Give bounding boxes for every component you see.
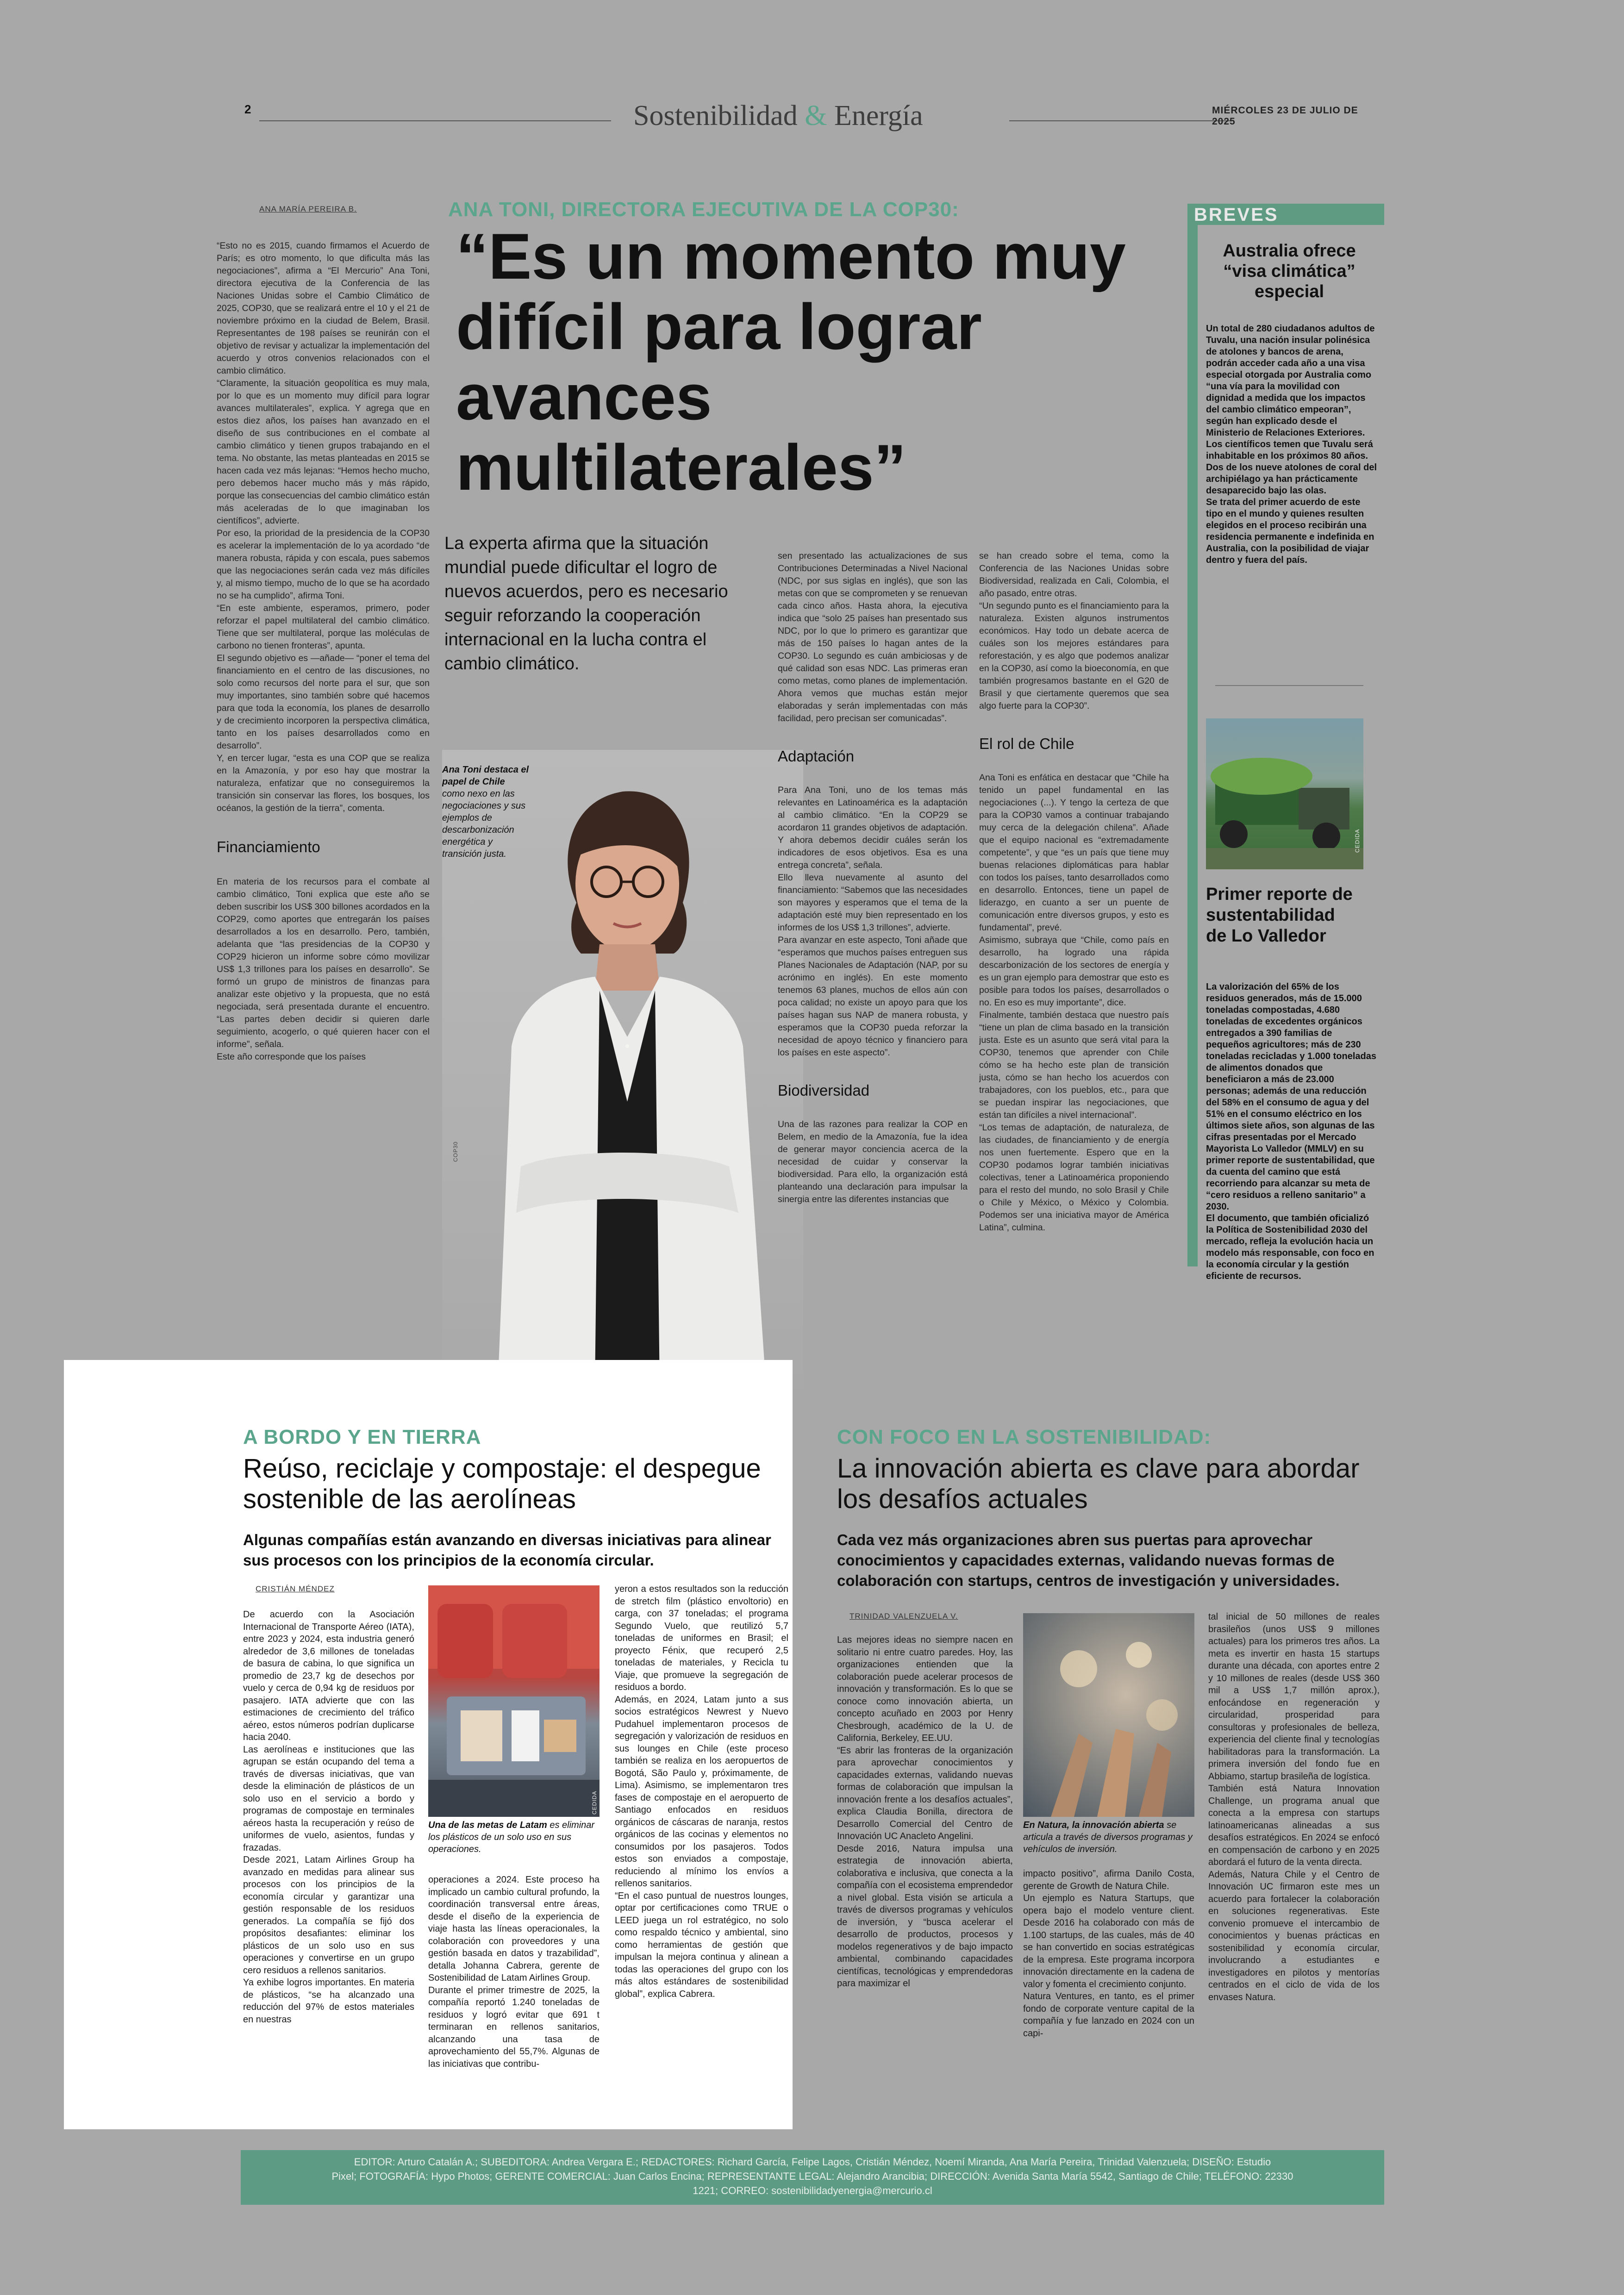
breves-label-bar (1187, 204, 1384, 225)
section-title-part2: Energía (834, 100, 923, 131)
natura-caption-text: se articula a través de diversos programas y vehículos de inversión. (1023, 1820, 1193, 1854)
breves-item1-text: Un total de 280 ciudadanos adultos de Tuvalu, una nación insular polinésica de atolones y bancos de arena, podrán acceder cada año a una visa especial otorgada por Australia como “una vía para la movilidad con dignidad a medida que los impactos del cambio climático empeoran”, según han explicado desde el Ministerio de Relaciones Exteriores. Los científicos temen que Tuvalu será inhabitable en los próximos 80 años. Dos de los nueve atolones de coral del archipiélago ya han prácticamente desaparecido bajo las olas. Se trata del primer acuerdo de este tipo en el mundo y quienes resulten elegidos en el proceso recibirán una residencia permanente e indefinida en Australia, con la posibilidad de viajar dentro y fuera del país. (1206, 324, 1377, 565)
breves-sidebar (1187, 204, 1384, 1281)
lo-valledor-photo (1206, 718, 1363, 869)
right-headline: La innovación abierta es clave para abordar los desafíos actuales (837, 1453, 1360, 1514)
main-col4a-text: se han creado sobre el tema, como la Conferencia de las Naciones Unidas sobre Biodiversidad, realizada en Cali, Colombia, el año pasado, entre otras. “Un segundo punto es el financiamiento para la naturaleza. Existen algunos instrumentos económicos. Hay todo un debate acerca de cuáles son los mejores estándares para reforestación, y es algo que podemos analizar en la COP30, así como la bioeconomía, en que también progresamos bastante en el G20 de Brasil y que ciertamente queremos que sea algo fuerte para la COP30”. (979, 551, 1169, 711)
main-col3b-text: Para Ana Toni, uno de los temas más relevantes en Latinoamérica es la adaptación al cambio climático. “En la COP29 se acordaron 11 grandes objetivos de adaptación. Y ahora debemos decidir cuáles serán los indicadores de esos objetivos. Esa es una entrega concreta”, señala. Ello lleva nuevamente al asunto del financiamiento: “Sabemos que las necesidades son mayores y esperamos que el tema de la adaptación esté muy bien representado en los informes de los US$ 1,3 trillones”, advierte. Para avanzar en este aspecto, Toni añade que “esperamos que muchos países entreguen sus Planes Nacionales de Adaptación (NAP, por su acrónimo en inglés). En este momento tenemos 63 planes, muchos de ellos aún con poca calidad; no existe un apoyo para que los países hagan sus NAP de manera robusta, y esperamos que la COP30 pueda reforzar la necesidad de apoyo técnico y financiero para los países en este aspecto”. (778, 785, 968, 1058)
right-kicker: CON FOCO EN LA SOSTENIBILIDAD: (837, 1426, 1212, 1448)
left-column-1: De acuerdo con la Asociación Internacional de Transporte Aéreo (IATA), entre 2023 y 2024, esta industria generó alrededor de 3,6 millones de toneladas de basura de cabina, lo que significa un promedio de 23,7 kg de desechos por vuelo y cerca de 0,94 kg de residuos por pasajero. IATA advierte que con las estimaciones de crecimiento del tráfico aéreo, estos números podrían duplicarse hacia 2040. Las aerolíneas e instituciones que las agrupan se están ocupando del tema a través de diversas iniciativas, que van desde la eliminación de plásticos de un solo uso en el servicio a bordo y programas de compostaje en terminales aéreos hasta la recuperación y reúso de uniformes de vuelo, asientos, fundas y frazadas. Desde 2021, Latam Airlines Group ha avanzado en medidas para alinear sus procesos con los principios de la economía circular y garantizar una gestión responsable de los residuos generados. La compañía se fijó dos propósitos desafiantes: eliminar los plásticos de un solo uso en sus operaciones y convertirse en un grupo cero residuos a rellenos sanitarios. Ya exhibe logros importantes. En materia de plásticos, “se ha alcanzado una reducción del 97% de estos materiales en nuestras (243, 1609, 414, 2025)
right-column-3: tal inicial de 50 millones de reales brasileños (unos US$ 9 millones actuales) para los primeros tres años. La meta es invertir en hasta 15 startups durante una década, con aportes entre 2 y 10 millones de reales (desde US$ 360 mil a US$ 1,7 millón aprox.), enfocándose en regeneración y circularidad, prosperidad para consultoras y profesionales de belleza, experiencia del cliente final y tecnologías habilitadoras para la transformación. La primera inversión del fondo fue en Abbiamo, startup brasileña de logística. También está Natura Innovation Challenge, un programa anual que conecta a la empresa con startups latinoamericanas alineadas a sus desafíos estratégicos. En 2024 se enfocó en compensación de carbono y en 2025 abordará el futuro de la venta directa. Además, Natura Chile y el Centro de Innovación UC firmaron este mes un acuerdo para fortalecer la colaboración en soluciones regenerativas. Este convenio promueve el intercambio de conocimientos y buenas prácticas en sostenibilidad y economía circular, involucrando a estudiantes e investigadores en pilotos y mentorías centrados en el ciclo de vida de los envases Natura. (1208, 1612, 1380, 2002)
left-byline: CRISTIÁN MÉNDEZ (256, 1584, 335, 1593)
subhead-rol-chile: El rol de Chile (979, 735, 1074, 752)
section-title (633, 100, 923, 132)
main-headline: “Es un momento muy difícil para lograr avances multilaterales” (456, 220, 1126, 504)
subhead-financiamiento: Financiamiento (217, 838, 320, 855)
latam-caption-text: es eliminar los plásticos de un solo uso en sus operaciones. (428, 1820, 595, 1854)
natura-caption-bold: En Natura, la innovación abierta (1023, 1820, 1164, 1830)
left-deck: Algunas compañías están avanzando en diversas iniciativas para alinear sus procesos con los principios de la economía circular. (243, 1531, 771, 1569)
latam-photo (428, 1585, 600, 1817)
main-column-3 (778, 537, 968, 1389)
right-deck-text: Cada vez más organizaciones abren sus puertas para aprovechar conocimientos y capacidades externas, validando nuevas formas de colaboración con startups, centros de investigación y universidades. (837, 1531, 1340, 1589)
right-byline: TRINIDAD VALENZUELA V. (849, 1612, 958, 1621)
breves-item1-title: Australia ofrece “visa climática” especial (1223, 241, 1356, 301)
page-header (241, 100, 1384, 132)
credits-footer (241, 2150, 1384, 2205)
section-title-part1: Sostenibilidad (633, 100, 798, 131)
left-headline: Reúso, reciclaje y compostaje: el despegue sostenible de las aerolíneas (243, 1453, 761, 1514)
breves-label: BREVES (1194, 205, 1279, 225)
breves-green-strip (1187, 225, 1198, 1266)
right-column-2: impacto positivo”, afirma Danilo Costa, gerente de Growth de Natura Chile. Un ejemplo es Natura Startups, que opera bajo el modelo venture client. Desde 2016 ha colaborado con más de 1.100 startups, de las cuales, más de 40 se han convertido en socias estratégicas de la empresa. Este programa incorpora innovación directamente en la cadena de valor y fomenta el crecimiento conjunto. Natura Ventures, en tanto, es el primer fondo de corporate venture capital de la compañía y fue lanzado en 2024 con un capi- (1023, 1869, 1194, 2039)
right-column-1: Las mejores ideas no siempre nacen en solitario ni entre cuatro paredes. Hoy, las organizaciones entienden que la colaboración puede acelerar procesos de innovación y transformación. Es lo que se conoce como innovación abierta, un concepto acuñado en 2003 por Henry Chesbrough, académico de la U. de California, Berkeley, EE.UU. “Es abrir las fronteras de la organización para aprovechar conocimientos y capacidades externas, validando nuevas formas de colaboración que impulsan la innovación frente a los desafíos actuales”, explica Claudia Bonilla, directora de Desarrollo Comercial del Centro de Innovación UC Anacleto Angelini. Desde 2016, Natura impulsa una estrategia de innovación abierta, colaborativa e inclusiva, que conecta a la compañía con el ecosistema emprendedor a nivel global. Esta visión se articula a través de diversos programas y vehículos de inversión, y “busca acelerar el desarrollo de productos, procesos y modelos regenerativos y de bajo impacto ambiental, combinando capacidades científicas, tecnológicas y emprendedoras para maximizar el (837, 1635, 1013, 1989)
main-deck: La experta afirma que la situación mundial puede dificultar el logro de nuevos acuerdos, pero es necesario seguir reforzando la cooperación internacional en la lucha contra el cambio climático. (444, 534, 728, 674)
main-col1b-text: En materia de los recursos para el combate al cambio climático, Toni explica que este año se deben suscribir los US$ 300 billones acordados en la COP29, como aportes que entregarán los países desarrollados a los en desarrollo. Pero, también, adelanta que “las presidencias de la COP30 y COP29 hicieron un informe sobre cómo movilizar US$ 1,3 trillones para los países en desarrollo”. Se formó un grupo de ministros de finanzas para analizar este objetivo y la propuesta, que no está negociada, será presentada durante el encuentro. “Las partes deben decidir si quieren darle seguimiento, acogerlo, o qué quieren hacer con el informe”, señala. Este año corresponde que los países (217, 877, 430, 1062)
breves-item2-text: La valorización del 65% de los residuos generados, más de 15.000 toneladas compostadas, 4.680 toneladas de excedentes orgánicos entregados a 390 familias de pequeños agricultores; más de 230 toneladas recicladas y 1.000 toneladas de alimentos donados que beneficiaron a más de 23.000 personas; además de una reducción del 58% en el consumo de agua y del 51% en el consumo eléctrico en los últimos siete años, son algunas de las cifras presentadas por el Mercado Mayorista Lo Valledor (MMLV) en su primer reporte de sustentabilidad, que da cuenta del camino que está recorriendo para alcanzar su meta de “cero residuos a relleno sanitario” a 2030. El documento, que también oficializó la Política de Sostenibilidad 2030 del mercado, refleja la evolución hacia un modelo más responsable, con foco en la economía circular y la gestión eficiente de recursos. (1206, 982, 1376, 1281)
main-col3c-text: Una de las razones para realizar la COP en Belem, en medio de la Amazonía, fue la idea de generar mayor conciencia acerca de la necesidad de cuidar y conservar la biodiversidad. Para ello, la organización está planteando una declaración para impulsar la sinergia entre las diferentes instancias que (778, 1119, 968, 1204)
lo-valledor-illustration (1206, 718, 1363, 869)
subhead-adaptacion: Adaptación (778, 748, 855, 765)
main-col3a-text: sen presentado las actualizaciones de sus Contribuciones Determinadas a Nivel Nacional (NDC, por sus siglas en inglés), que son las metas con que se comprometen y se renuevan cada cinco años. Hasta ahora, la ejecutiva indica que “solo 25 países han presentado sus NDC, por lo que lo primero es garantizar que más de 150 países lo hagan antes de la COP30. Lo segundo es cuán ambiciosas y de qué calidad son esas NDC. Las primeras eran como metas, como planes de implementación. Ahora vemos que muchas están mejor elaboradas y serán implementadas con más facilidad, pero precisan ser comunicadas”. (778, 551, 968, 723)
left-column-2: operaciones a 2024. Este proceso ha implicado un cambio cultural profundo, la coordinación transversal entre áreas, desde el diseño de la experiencia de viaje hasta las líneas operacionales, la colaboración con proveedores y una gestión basada en datos y trazabilidad”, detalla Johanna Cabrera, gerente de Sostenibilidad de Latam Airlines Group. Durante el primer trimestre de 2025, la compañía reportó 1.240 toneladas de residuos y logró evitar que 691 t terminaran en rellenos sanitarios, alcanzando una tasa de aprovechamiento del 55,7%. Algunas de las iniciativas que contribu- (428, 1875, 600, 2069)
latam-illustration (428, 1585, 600, 1817)
lo-valledor-photo-credit: CEDIDA (1354, 829, 1361, 853)
latam-caption (428, 1819, 600, 1855)
ana-toni-photo-credit: COP30 (452, 1141, 459, 1162)
breves-divider (1215, 685, 1363, 686)
breves-item2-title: Primer reporte de sustentabilidad de Lo Valledor (1206, 885, 1353, 946)
subhead-biodiversidad: Biodiversidad (778, 1082, 870, 1099)
main-column-4 (979, 537, 1169, 1389)
header-rule-right (1009, 120, 1231, 121)
left-kicker: A BORDO Y EN TIERRA (243, 1426, 481, 1448)
ana-toni-caption-bold: Ana Toni destaca el papel de Chile (442, 765, 529, 787)
section-title-amp: & (805, 100, 827, 131)
ana-toni-caption (442, 764, 530, 860)
footer-line-1: EDITOR: Arturo Catalán A.; SUBEDITORA: Andrea Vergara E.; REDACTORES: Richard García, Felipe Lagos, Cristián Méndez, Noemí Miranda, Ana María Pereira, Trinidad Valenzuela; DISEÑO: Estudio (354, 2156, 1271, 2168)
ana-toni-caption-text: como nexo en las negociaciones y sus ejemplos de descarbonización energética y transición justa. (442, 789, 526, 859)
latam-caption-bold: Una de las metas de Latam (428, 1820, 547, 1830)
main-kicker: ANA TONI, DIRECTORA EJECUTIVA DE LA COP30: (448, 198, 959, 221)
left-column-3: yeron a estos resultados son la reducción de stretch film (plástico envoltorio) en carga, con 37 toneladas; el programa Segundo Vuelo, que reutilizó 5,7 toneladas de uniformes en Brasil; el proyecto Fénix, que recuperó 2,5 toneladas de materiales, y Recicla tu Viaje, que promueve la segregación de residuos a bordo. Además, en 2024, Latam junto a sus socios estratégicos Newrest y Nuevo Pudahuel implementaron procesos de segregación y valorización de residuos en sus lounges en Chile (este proceso también se realiza en los aeropuertos de Bogotá, São Paulo y, próximamente, de Lima). Asimismo, se implementaron tres fases de compostaje en el aeropuerto de Santiago enfocados en residuos orgánicos de cáscaras de naranja, restos orgánicos de las cocinas y elementos no consumidos por los pasajeros. Todos estos son enviados a compostaje, reduciendo al mínimo los envíos a rellenos sanitarios. “En el caso puntual de nuestros lounges, optar por certificaciones como TRUE o LEED juega un rol estratégico, no solo como respaldo técnico y ambiental, sino como herramientas de gestión que impulsan la mejora continua y alinean a todas las operaciones del grupo con los más altos estándares de sostenibilidad global”, explica Cabrera. (615, 1584, 788, 1999)
natura-illustration (1023, 1613, 1194, 1817)
header-rule-left (259, 120, 611, 121)
latam-photo-credit: CEDIDA (591, 1790, 598, 1815)
main-column-1 (217, 227, 430, 1092)
footer-line-2: Pixel; FOTOGRAFÍA: Hypo Photos; GERENTE COMERCIAL: Juan Carlos Encina; REPRESENTANTE LEGAL: Alejandro Arancibia; DIRECCIÓN: Avenida Santa María 5542, Santiago de Chile; TELÉFONO: 22330 (331, 2170, 1293, 2182)
ana-toni-photo (442, 750, 803, 1389)
main-byline: ANA MARÍA PEREIRA B. (259, 205, 357, 213)
header-date: MIÉRCOLES 23 DE JULIO DE 2025 (1212, 105, 1358, 127)
right-deck (837, 1530, 1369, 1591)
natura-photo (1023, 1613, 1194, 1817)
natura-caption (1023, 1819, 1194, 1855)
main-col1-text: “Esto no es 2015, cuando firmamos el Acuerdo de París; es otro momento, lo que dificulta más las negociaciones”, afirma a “El Mercurio” Ana Toni, directora ejecutiva de la Conferencia de las Naciones Unidas sobre el Cambio Climático de 2025, COP30, que se realizará entre el 10 y el 21 de noviembre próximo en la ciudad de Belem, Brasil. Representantes de 198 países se reunirán con el objetivo de revisar y actualizar la implementación del acuerdo y otros convenios relacionados con el cambio climático. “Claramente, la situación geopolítica es muy mala, por lo que es un momento muy difícil para lograr avances multilaterales”, explica. Y agrega que en estos diez años, los países han avanzado en el diseño de sus contribuciones en el combate al cambio climático y tienen grupos trabajando en el tema. No obstante, las metas planteadas en 2015 se hacen cada vez más lejanas: “Hemos hecho mucho, pero debemos hacer mucho más y más rápido, porque las consecuencias del cambio climático están más aceleradas de lo que imaginaban los científicos”, advierte. Por eso, la prioridad de la presidencia de la COP30 es acelerar la implementación de lo ya acordado “de manera robusta, rápida y con escala, pues sabemos que las negociaciones serán cada vez más difíciles y, al mismo tiempo, mucho de lo que se ha acordado no se ha cumplido”, afirma Toni. “En este ambiente, esperamos, primero, poder reforzar el papel multilateral del cambio climático. Tiene que ser multilateral, porque las moléculas de carbono no tienen fronteras”, apunta. El segundo objetivo es —añade— “poner el tema del financiamiento en el centro de las discusiones, no solo como recursos del norte para el sur, que son muy importantes, sino también sobre qué hacemos para que toda la economía, los planes de desarrollo y de crecimiento incorporen la perspectiva climática, tanto en los países desarrollados como en desarrollo”. Y, en tercer lugar, “esta es una COP que se realiza en la Amazonía, y por eso hay que mostrar la naturaleza, enfatizar que no conseguiremos la transición sin conservar las flores, los bosques, los océanos, la gestión de la tierra”, comenta. (217, 241, 430, 813)
main-col4b-text: Ana Toni es enfática en destacar que “Chile ha tenido un papel fundamental en las negociaciones (...). Y tengo la certeza de que para la COP30 vamos a continuar trabajando muy cerca de la delegación chilena”. Añade que el equipo nacional es “extremadamente competente”, y que “es un país que tiene muy buenas relaciones diplomáticas para hablar con todos los países, tanto desarrollados como en desarrollo. Entonces, tiene un papel de liderazgo, en cuanto a ser un puente de comunicación entre diversos grupos, y esto es fundamental”, prevé. Asimismo, subraya que “Chile, como país en desarrollo, ha logrado una rápida descarbonización de los sectores de energía y es un gran ejemplo para demostrar que esto es posible para todos los países, desarrollados o no. En eso es muy importante”, dice. Finalmente, también destaca que nuestro país “tiene un plan de clima basado en la transición justa. Este es un asunto que será vital para la COP30, tenemos que aprender con Chile cómo se ha hecho este plan de transición justa, cómo se han hecho los acuerdos con trabajadores, con los pueblos, etc., para que se puedan inspirar las negociaciones, que están tan difíciles a nivel internacional”. “Los temas de adaptación, de naturaleza, de las ciudades, de financiamiento y de energía nos unen fuertemente. Espero que en la COP30 podamos lograr también iniciativas colectivas, tener a Latinoamérica proponiendo para el resto del mundo, no solo Brasil y Chile o Chile y México, o México y Colombia. Podemos ser una iniciativa mayor de América Latina”, culmina. (979, 773, 1169, 1233)
page-number: 2 (244, 102, 251, 116)
footer-line-3: 1221; CORREO: sostenibilidadyenergia@mercurio.cl (693, 2185, 932, 2196)
